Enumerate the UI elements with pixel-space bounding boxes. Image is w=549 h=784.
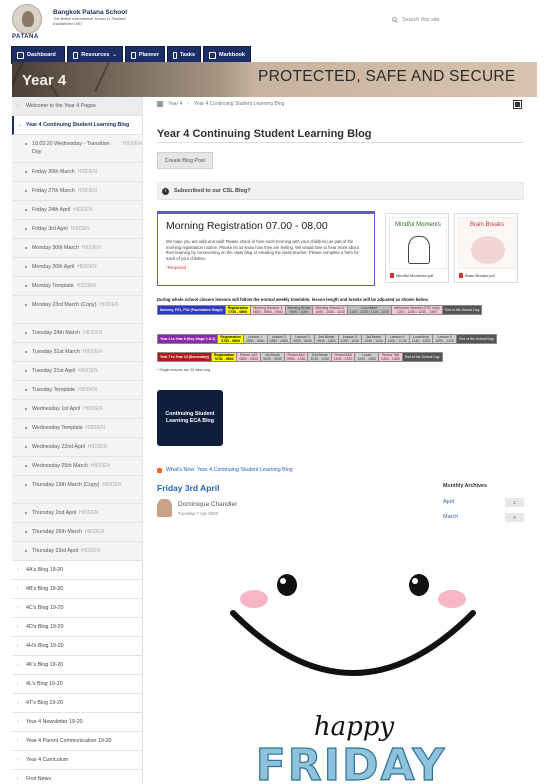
rss-link[interactable] [157,467,293,473]
timetable-cell-name: Morning Session 2 [315,306,345,310]
divider [157,142,524,143]
sidebar-sub-items [12,135,142,561]
hidden-badge: HIDDEN [85,529,105,535]
hidden-badge: HIDDEN [77,264,97,270]
timetable-cell [218,335,243,344]
timetable-cell [308,353,331,362]
archives-heading: Monthly Archives [443,483,487,489]
hidden-badge: HIDDEN [122,141,142,147]
timetable-cell [331,353,354,362]
sidebar-item-label: Year 4 Curriculum [26,757,69,763]
person-drawing [408,236,430,264]
timetable-secondary [157,352,443,362]
timetable-cell [355,353,379,362]
brain-drawing [471,236,505,264]
timetable-cell-name: Lunch [361,353,372,357]
sidebar-item[interactable] [12,580,142,599]
timetable-cell [225,306,250,315]
banner-motto: PROTECTED, SAFE AND SECURE [258,68,516,85]
timetable-cell [379,353,403,362]
timetable-cell-time: 1030 - 1100 [310,357,329,361]
sidebar-sub-item[interactable] [12,324,142,343]
smiley-left-cheek [240,590,268,608]
sidebar-item-label: 4D's Blog 19-20 [26,624,64,630]
brain-breaks-thumbnail [458,217,516,269]
timetable-cell-name: Registration [227,306,248,310]
timetable-cell-time: 1100 - 1130 / 1110 - 1220 [349,310,389,314]
timetable-label: Year 1 to Year 6 (Key Stage 1 & 2) [158,335,218,344]
attachment-file-label: Brain Breaks.pdf [465,273,495,278]
hidden-badge: HIDDEN [70,226,90,232]
sidebar-sub-item[interactable] [12,523,142,542]
timetable-cell-time: 1200 - 1300 [357,357,377,361]
nav-dashboard-label: Dashboard [27,52,56,58]
timetable-cell [285,306,313,315]
sidebar-item-label: 4B's Blog 19-20 [26,586,64,592]
attachment-filename [459,273,495,278]
rss-link-label[interactable]: What's New: Year 4 Continuing Student Learning Blog [166,467,293,473]
chevron-right-icon: › [17,662,19,668]
book-icon [209,52,216,59]
eca-blog-label: Continuing Student Learning ECA Blog [165,411,215,424]
site-header [0,0,549,44]
hidden-badge: HIDDEN [82,349,102,355]
registration-body: We hope you are safe and well! Please check in here each morning with your child(ren) as part of the morning registration routine. Please let us know how they are feeling. We would love to hear more about their learning by commenting on the class blog or emailing the class teacher. Please complete a form for each of your children. [166,239,359,261]
timetable-cell-name: Lesson 3 [342,335,358,339]
sidebar-item-label: 4A's Blog 19-20 [26,567,64,573]
school-name: Bangkok Patana School [53,9,128,16]
timetable-cell-name: Lesson 3 [295,335,310,339]
timetable-cell-time: 0940 - 1000 [316,339,336,343]
sidebar-item-label: Year 4 Parent Communication 19-20 [26,738,112,744]
hidden-badge: HIDDEN [99,302,119,308]
sidebar-sub-item[interactable] [12,400,142,419]
school-tagline: The British International School in Thailand Established 1957 [53,17,126,26]
timetable-cell-time: 0800 - 0840 [245,339,265,343]
chevron-right-icon: › [17,567,19,573]
sidebar-sub-item-label: 18.03.20 Wednesday - Transition Day [32,141,110,155]
sidebar-blog-items [12,561,142,713]
hidden-badge: HIDDEN [90,463,111,469]
sidebar-item-label: 4K's Blog 19-20 [26,662,64,668]
hidden-badge: HIDDEN [78,387,98,393]
attachment-filename [390,273,433,278]
chevron-right-icon: › [17,738,19,744]
breadcrumb-separator: › [187,101,189,107]
sidebar-item[interactable] [12,637,142,656]
timetable-cell-name: Morning Break [287,306,311,310]
sidebar-sub-item-label: Tuesday 31st March [32,349,80,355]
sidebar-item-welcome[interactable] [12,97,142,116]
sidebar-item[interactable] [12,656,142,675]
registration-form-card[interactable] [157,211,375,286]
sidebar-item-label: First News [26,776,52,782]
timetable-cell-time: 1000 - 1030 - 1100 [315,310,345,314]
chevron-right-icon: › [17,624,19,630]
timetable-cell-time: 0900 - 0930 [263,357,282,361]
sidebar-sub-item-label: Monday 30th March [32,245,79,251]
post-author[interactable]: Dominique Chandler [178,501,238,508]
timetable-cell [211,353,236,362]
sidebar-sub-item[interactable] [12,220,142,239]
timetable-cell [313,306,347,315]
timetable-cell-name: Lesson 4 [390,335,405,339]
chevron-right-icon: › [17,586,19,592]
timetable-cell [433,335,457,344]
timetable-cell-name: 3rd Break [365,335,382,339]
timetable-cell-time: 0930 - 1000 [289,310,309,314]
hidden-badge: HIDDEN [79,510,99,516]
timetable-cell [261,353,285,362]
site-search[interactable] [392,17,440,23]
sidebar-sub-item-label: Tuesday Template [32,387,75,393]
search-placeholder[interactable]: Search this site [402,17,440,23]
sidebar-sub-item-label: Friday 24th April [32,207,71,213]
grid-icon [17,52,24,59]
timetable-cell-time: 0740 - 0800 [228,310,248,314]
timetable-cell-name: Period 3&4 [287,353,305,357]
timetable-cell [243,335,267,344]
hidden-badge: HIDDEN [80,548,101,554]
banner-leaf-decoration [94,62,170,97]
timetable-cell-time: 0800 - 0900 - 0930 [252,310,283,314]
school-logo[interactable] [12,4,42,34]
archive-month-link[interactable]: April [443,499,455,505]
create-blog-post-button[interactable]: Create Blog Post [157,152,213,169]
csl-toggle-label: Subscribed to our CSL Blog? [174,188,251,194]
sidebar-sub-item-label: Thursday 19th March (Copy) [32,482,100,488]
chevron-right-icon: › [17,757,19,763]
sidebar-sub-item-label: Tuesday 24th March [32,330,81,336]
timetable-cell-name: End of the School Day [444,308,480,312]
timetable-cell [385,335,409,344]
timetable-cell-time: 1300 - 1400 [381,357,400,361]
sidebar [12,97,143,784]
timetable-label: Year 7 to Year 13 (Secondary) [158,353,212,362]
timetable-label: Nursery, FS1, FS2 (Foundation Stage) [158,306,226,315]
timetable-cell-name: Lesson 5 [437,335,452,339]
timetable-cell-time: 1220 - 1230 / 1230 - 1300 [396,310,437,314]
timetable-cell-name: End of the School Day [458,337,494,341]
chevron-right-icon: › [17,681,19,687]
timetable-cell-time: 1000 - 1040 [340,339,360,343]
sidebar-sub-item[interactable] [12,258,142,277]
timetable-cell-name: Period 7&8 [381,353,400,357]
monthly-archives [443,483,524,526]
nav-tasks-label: Tasks [179,52,195,58]
timetable-cell-time: 1040 - 1100 [364,339,383,343]
page-title: Year 4 Continuing Student Learning Blog [157,128,372,140]
timetable-cell [237,353,261,362]
chevron-down-icon: ⌄ [18,122,23,128]
sidebar-item[interactable] [12,732,142,751]
timetable-cell [347,306,391,315]
single-lessons-note: * Single lessons are 30 mins long [157,368,211,372]
logo-text: PATANA [12,34,39,40]
sidebar-sub-item[interactable] [12,296,142,324]
sidebar-sub-item-label: Friday 20th March [32,169,75,175]
sidebar-item[interactable] [12,599,142,618]
sidebar-item-label: 4L's Blog 19-20 [26,681,63,687]
sidebar-item[interactable] [12,713,142,732]
sidebar-sub-item[interactable] [12,362,142,381]
sidebar-sub-item[interactable] [12,419,142,438]
home-icon[interactable] [157,101,163,107]
sidebar-item[interactable] [12,618,142,637]
sidebar-sub-item-label: Wednesday 25th March [32,463,88,469]
registration-required: *Required [166,265,187,270]
timetable-cell-time: 0930 - 1030 [286,357,306,361]
sidebar-sub-item[interactable] [12,201,142,220]
chevron-right-icon: › [17,605,19,611]
attachment-brain-breaks[interactable] [454,213,518,283]
sidebar-item-label: Welcome to the Year 4 Pages [26,103,96,109]
post-date: Tuesday 7 Apr 2020 [178,511,219,516]
nav-planner-label: Planner [138,52,159,58]
eca-blog-button[interactable] [157,390,223,446]
hidden-badge: HIDDEN [73,207,93,213]
timetable-cell-time: 1200 - 1240 [435,339,454,343]
sidebar-sub-item-label: Tuesday 21st April [32,368,76,374]
chevron-right-icon: › [17,700,19,706]
archive-row[interactable] [443,496,524,508]
timetable-cell [338,335,362,344]
timetable-foundation [157,305,482,315]
sidebar-item[interactable] [12,770,142,784]
hidden-badge: HIDDEN [76,283,96,289]
calendar-icon [131,52,136,59]
sidebar-bottom-items [12,713,142,784]
hidden-badge: HIDDEN [85,425,105,431]
sidebar-item-active[interactable] [12,116,142,135]
timetable-cell-time: 0840 - 0900 [269,339,289,343]
sidebar-sub-item[interactable] [12,239,142,258]
timetable-cell-name: Lesson 2 [271,335,286,339]
timetable-cell-name: Period 1&2 [240,353,258,357]
mindful-moments-thumbnail [389,217,447,269]
timetable-cell [250,306,285,315]
sidebar-item[interactable] [12,751,142,770]
attachment-card-title: Mindful Moments [395,222,441,228]
sidebar-sub-item-label: Wednesday Template [32,425,83,431]
smiley-right-cheek [438,590,466,608]
sidebar-sub-item-label: Thursday 26th March [32,529,83,535]
timetable-cell-name: Period 5&6 [334,353,352,357]
timetable-cell [442,306,482,315]
sidebar-item-label: 4H's Blog 19-20 [26,643,64,649]
timetable-cell-time: 0740 - 0800 [214,357,234,361]
timetable-cell-name: Morning Session 1 [253,306,283,310]
happy-word: happy [313,712,395,742]
timetable-cell [284,353,308,362]
timetable-cell-name: 2nd Break [318,335,335,339]
timetable-cell-time: 1140 - 1200 [411,339,431,343]
check-icon [173,52,177,59]
chevron-right-icon: › [17,776,19,782]
sidebar-item-label: Year 4 Continuing Student Learning Blog [26,122,130,128]
hidden-badge: HIDDEN [102,482,122,488]
timetable-cell-name: 1st Break [265,353,280,357]
chevron-right-icon: › [17,103,19,109]
sidebar-sub-item[interactable] [12,457,142,476]
chevron-right-icon: › [17,719,19,725]
sidebar-item[interactable] [12,561,142,580]
sidebar-sub-item-label: Wednesday 1st April [32,406,81,412]
sidebar-item[interactable] [12,675,142,694]
sidebar-sub-item[interactable] [12,504,142,523]
sidebar-item[interactable] [12,694,142,713]
timetable-cell-name: Registration [220,335,241,339]
timetable-cell [409,335,432,344]
timetable-primary [157,334,497,344]
author-avatar [157,499,172,517]
sidebar-sub-item-label: Friday 27th March [32,188,75,194]
hidden-badge: HIDDEN [83,406,103,412]
timetable-cell-name: Lunchtime [361,306,378,310]
smiley-left-eye [277,574,297,596]
sidebar-sub-item-label: Wednesday 22nd April [32,444,85,450]
page-banner [12,62,537,97]
expand-icon[interactable] [513,100,522,109]
hidden-badge: HIDDEN [78,368,98,374]
hidden-badge: HIDDEN [87,444,108,450]
sidebar-sub-item-label: Monday 23rd March (Copy) [32,302,97,308]
sidebar-sub-item-label: Thursday 2nd April [32,510,77,516]
banner-section-title: Year 4 [22,72,67,89]
attachment-card-title: Brain Breaks [469,222,505,228]
post-title[interactable]: Friday 3rd April [157,483,220,493]
breadcrumb-item[interactable]: Year 4 Continuing Student Learning Blog [193,101,285,107]
sidebar-item-label: Year 4 Newsletter 19-20 [26,719,83,725]
timetable-cell-name: Afternoon Session (FS2 only) [393,306,440,310]
smiley-right-eye [409,574,429,596]
sidebar-sub-item[interactable] [12,277,142,296]
chevron-right-icon: › [162,188,169,195]
timetable-cell-name: End of the School Day [404,355,440,359]
registration-title: Morning Registration 07.00 - 08.00 [166,220,328,232]
sidebar-sub-item-label: Monday Template [32,283,74,289]
timetable-cell-time: 0900 - 0940 [293,339,312,343]
sidebar-sub-item[interactable] [12,476,142,504]
happy-friday-image [191,565,531,784]
sidebar-sub-item[interactable] [12,542,142,561]
timetable-cell-name: 2nd Break [311,353,328,357]
timetable-note: During whole school closure lessons will follow the normal weekly timetable; lesson length and breaks will be adjusted as shown below. [157,297,429,302]
sidebar-sub-item[interactable] [12,182,142,201]
archive-count-badge: 5 [505,513,524,522]
breadcrumb [157,101,284,107]
hidden-badge: HIDDEN [83,330,103,336]
sidebar-sub-item-label: Friday 3rd April [32,226,68,232]
breadcrumb-item[interactable]: Year 4 [168,101,183,107]
main-content [157,97,537,784]
timetable-cell [456,335,496,344]
archive-count-badge: 2 [505,498,524,507]
pdf-icon [459,273,463,278]
timetable-cell-time: 0740 - 0800 [221,339,240,343]
timetable-cell-time: 0800 - 0900 [239,357,259,361]
attachment-mindful-moments[interactable] [385,213,449,283]
sidebar-sub-item-label: Thursday 23rd April [32,548,78,554]
timetable-cell-time: 1100 - 1200 [333,357,353,361]
timetable-cell [267,335,291,344]
search-icon [392,17,398,23]
hidden-badge: HIDDEN [81,245,101,251]
timetable-cell-name: Lesson 1 [248,335,263,339]
smiley-mouth [233,613,473,673]
timetable-cell-name: Registration [213,353,235,357]
timetable-cell [391,306,442,315]
timetable-cell [291,335,315,344]
timetable-cell-name: Lunchtime [412,335,430,339]
archive-row[interactable] [443,511,524,523]
chevron-right-icon: › [17,643,19,649]
timetable-cell [362,335,385,344]
hidden-badge: HIDDEN [77,188,97,194]
sidebar-item-label: 4T's Blog 19-20 [26,700,63,706]
sidebar-sub-item[interactable] [12,438,142,457]
attachment-file-label: Mindful Moments.pdf [396,273,434,278]
archive-month-link[interactable]: March [443,514,459,520]
timetable-cell [402,353,442,362]
rss-icon [157,468,162,473]
sidebar-sub-item-label: Monday 20th April [32,264,75,270]
chevron-down-icon: ⌄ [112,52,117,58]
sidebar-sub-item[interactable] [12,343,142,362]
nav-resources-label: Resources [81,52,110,58]
pdf-icon [390,273,394,278]
timetable-cell-time: 1100 - 11.40 [387,339,407,343]
hidden-badge: HIDDEN [77,169,97,175]
friday-word: FRIDAY [255,740,447,784]
sidebar-sub-item[interactable] [12,135,142,163]
folder-icon [73,52,78,59]
timetable-cell [314,335,338,344]
sidebar-sub-item[interactable] [12,163,142,182]
sidebar-sub-item[interactable] [12,381,142,400]
sidebar-item-label: 4C's Blog 19-20 [26,605,64,611]
nav-markbook-label: Markbook [219,52,245,58]
csl-subscribe-toggle[interactable] [157,182,524,200]
